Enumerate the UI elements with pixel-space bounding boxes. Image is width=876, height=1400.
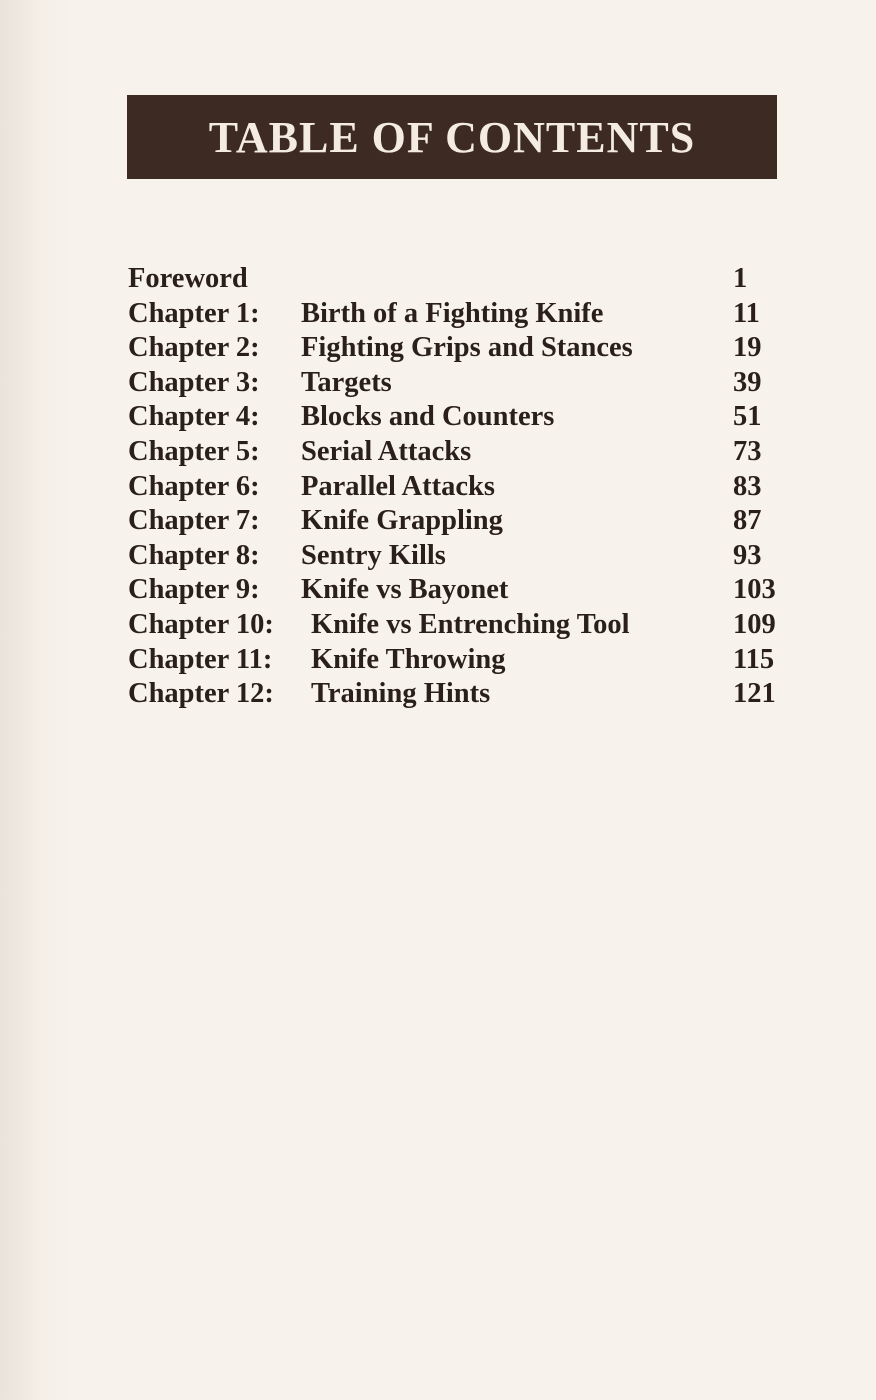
toc-entry-chapter: Chapter 5: [128,435,260,467]
toc-entry-foreword[interactable] [128,262,788,297]
toc-entry-title: Foreword [128,263,248,294]
toc-entry-chapter-3[interactable] [128,366,788,401]
title-banner [127,95,777,179]
toc-entry-page: 73 [733,435,762,467]
toc-entry-page: 19 [733,332,762,364]
toc-entry-chapter: Chapter 3: [128,366,260,398]
toc-entry-page: 115 [733,643,775,675]
toc-entry-chapter-6[interactable] [128,470,788,505]
toc-entry-chapter-9[interactable] [128,573,788,608]
toc-entry-title: Targets [301,366,392,398]
toc-entry-page: 1 [733,263,748,294]
toc-entry-page: 83 [733,470,762,502]
toc-entry-page: 121 [733,678,776,710]
toc-entry-title: Serial Attacks [301,435,472,467]
toc-entry-title: Birth of a Fighting Knife [301,297,604,329]
toc-entry-page: 51 [733,401,762,433]
toc-entry-chapter-7[interactable] [128,504,788,539]
toc-entry-chapter-11[interactable] [128,643,788,678]
page-title: TABLE OF CONTENTS [208,112,696,162]
toc-entry-chapter: Chapter 10: [128,608,274,640]
toc-entry-title: Knife Grappling [301,505,503,537]
toc-entry-page: 87 [733,505,762,537]
toc-entry-chapter: Chapter 8: [128,539,260,571]
toc-entry-chapter: Chapter 1: [128,297,260,329]
toc-entry-title: Parallel Attacks [301,470,495,502]
toc-entry-title: Fighting Grips and Stances [301,332,633,364]
table-of-contents [128,262,788,712]
toc-entry-chapter-8[interactable] [128,539,788,574]
toc-entry-chapter-12[interactable] [128,677,788,712]
toc-entry-chapter-10[interactable] [128,608,788,643]
toc-entry-chapter-1[interactable] [128,297,788,332]
toc-entry-title: Knife vs Entrenching Tool [311,608,630,640]
page-edge-shadow [0,0,70,1400]
toc-entry-chapter-2[interactable] [128,331,788,366]
toc-entry-chapter: Chapter 7: [128,505,260,537]
toc-entry-chapter: Chapter 11: [128,643,273,675]
toc-entry-title: Knife Throwing [311,643,506,675]
toc-entry-page: 93 [733,539,762,571]
toc-entry-chapter: Chapter 2: [128,332,260,364]
toc-entry-page: 109 [733,608,776,640]
toc-entry-title: Training Hints [311,678,491,710]
toc-entry-page: 39 [733,366,762,398]
toc-entry-title: Blocks and Counters [301,401,555,433]
toc-entry-chapter: Chapter 9: [128,574,260,606]
toc-entry-page: 103 [733,574,776,606]
toc-entry-title: Sentry Kills [301,539,446,571]
toc-entry-chapter: Chapter 6: [128,470,260,502]
toc-entry-chapter-4[interactable] [128,400,788,435]
toc-entry-chapter-5[interactable] [128,435,788,470]
toc-entry-chapter: Chapter 12: [128,678,274,710]
toc-entry-page: 11 [733,297,760,329]
toc-entry-title: Knife vs Bayonet [301,574,509,606]
toc-entry-chapter: Chapter 4: [128,401,260,433]
